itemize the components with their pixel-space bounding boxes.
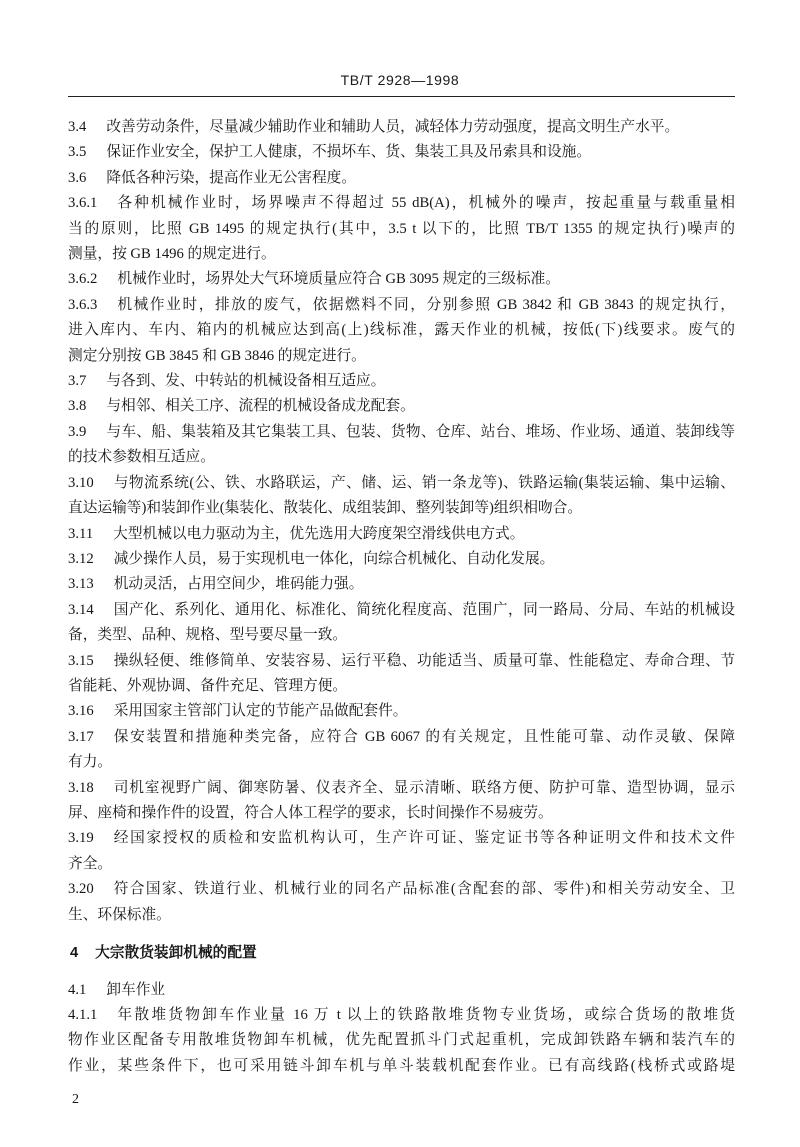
clause-3-12 [68, 547, 735, 572]
clause-3-7 [68, 369, 735, 394]
clause-text: 经国家授权的质检和安监机构认可，生产许可证、鉴定证书等各种证明文件和技术文件 [113, 830, 735, 847]
clause-3-20 [68, 877, 735, 928]
clause-number: 3.6.1 [68, 195, 98, 212]
clause-text-line: 物作业区配备专用散堆货物卸车机械，优先配置抓斗门式起重机，完成卸铁路车辆和装汽车的 [68, 1032, 735, 1049]
clause-3-16 [68, 699, 735, 724]
clause-text: 与车、船、集装箱及其它集装工具、包装、货物、仓库、站台、堆场、作业场、通道、装卸线等 [106, 423, 735, 440]
clause-text: 与相邻、相关工序、流程的机械设备成龙配套。 [106, 398, 415, 415]
page-body [68, 115, 735, 1079]
clause-first-line [68, 191, 735, 216]
clause-number: 3.6 [68, 169, 87, 186]
clause-text: 减少操作人员，易于实现机电一体化，向综合机械化、自动化发展。 [113, 550, 555, 567]
clause-first-line [68, 826, 735, 851]
clause-3-17 [68, 725, 735, 776]
clause-text-line: 齐全。 [68, 855, 113, 872]
clause-first-line [68, 140, 735, 165]
clause-3-6-3 [68, 293, 735, 369]
clause-text: 与物流系统(公、铁、水路联运，产、储、运、销一条龙等)、铁路运输(集装运输、集中运输、 [113, 474, 735, 491]
clause-text-line: 测定分别按 GB 3845 和 GB 3846 的规定进行。 [68, 347, 366, 364]
clause-number: 3.16 [68, 703, 94, 720]
clause-first-line [68, 1003, 735, 1028]
clause-first-line [68, 572, 735, 597]
clause-3-19 [68, 826, 735, 877]
clause-text: 卸车作业 [106, 981, 166, 998]
clause-text: 操纵轻便、维修简单、安装容易、运行平稳、功能适当、质量可靠、性能稳定、寿命合理、节 [113, 652, 735, 669]
clause-first-line [68, 725, 735, 750]
clause-text-line: 直达运输等)和装卸作业(集装化、散装化、成组装卸、整列装卸等)组织相吻合。 [68, 500, 583, 517]
clause-text-line: 当的原则，比照 GB 1495 的规定执行(其中，3.5 t 以下的，比照 TB/T 1355 的规定执行)噪声的 [68, 220, 735, 237]
clause-text: 降低各种污染，提高作业无公害程度。 [106, 169, 357, 186]
clause-number: 3.6.2 [68, 271, 98, 288]
clause-text: 大型机械以电力驱动为主，优先选用大跨度架空滑线供电方式。 [113, 525, 525, 542]
clause-first-line [68, 598, 735, 623]
clause-3-5 [68, 140, 735, 165]
clause-first-line [68, 776, 735, 801]
clause-number: 4.1.1 [68, 1006, 98, 1023]
clause-first-line [68, 547, 735, 572]
section-4-number: 4 [70, 944, 79, 961]
clause-first-line [68, 471, 735, 496]
clause-3-18 [68, 776, 735, 827]
clause-3-11 [68, 522, 735, 547]
clause-first-line [68, 293, 735, 318]
clause-text-line: 测量，按 GB 1496 的规定进行。 [68, 246, 276, 263]
clause-text: 改善劳动条件，尽量减少辅助作业和辅助人员，减轻体力劳动强度，提高文明生产水平。 [106, 119, 680, 135]
clause-number: 3.19 [68, 830, 94, 847]
clause-number: 4.1 [68, 981, 87, 998]
clause-3-4 [68, 115, 735, 140]
clause-text: 与各到、发、中转站的机械设备相互适应。 [106, 373, 386, 390]
clause-text: 符合国家、铁道行业、机械行业的同名产品标准(含配套的部、零件)和相关劳动安全、卫 [113, 881, 735, 898]
clause-3-6-1 [68, 191, 735, 267]
clause-text: 年散堆货物卸车作业量 16 万 t 以上的铁路散堆货物专业货场，或综合货场的散堆货 [117, 1006, 735, 1023]
clause-first-line [68, 166, 735, 191]
clause-first-line [68, 522, 735, 547]
standard-code-header: TB/T 2928—1998 [340, 72, 460, 88]
clause-number: 3.18 [68, 779, 94, 796]
section-4-clauses [68, 978, 735, 1080]
clause-first-line [68, 394, 735, 419]
clause-number: 3.20 [68, 881, 94, 898]
clause-text-line: 生、环保标准。 [68, 906, 171, 923]
clause-3-8 [68, 394, 735, 419]
clause-3-9 [68, 420, 735, 471]
clause-number: 3.10 [68, 474, 94, 491]
clause-number: 3.12 [68, 550, 94, 567]
clause-number: 3.17 [68, 728, 94, 745]
clause-text-line: 的技术参数相互适应。 [68, 449, 215, 466]
clause-3-6 [68, 166, 735, 191]
clause-3-15 [68, 649, 735, 700]
clause-number: 3.7 [68, 373, 87, 390]
clause-number: 3.15 [68, 652, 94, 669]
clause-number: 3.13 [68, 576, 94, 593]
clause-first-line [68, 115, 735, 140]
clause-text: 采用国家主管部门认定的节能产品做配套件。 [113, 703, 408, 720]
clause-number: 3.8 [68, 398, 87, 415]
section-3-clauses [68, 115, 735, 928]
clause-number: 3.14 [68, 601, 94, 618]
clause-text: 保安装置和措施种类完备，应符合 GB 6067 的有关规定，且性能可靠、动作灵敏、保障 [113, 728, 735, 745]
clause-text: 机械作业时，排放的废气，依据燃料不同，分别参照 GB 3842 和 GB 3843 的规定执行， [117, 296, 735, 313]
clause-number: 3.5 [68, 144, 87, 161]
clause-number: 3.4 [68, 119, 87, 135]
clause-3-13 [68, 572, 735, 597]
clause-text-line: 有力。 [68, 754, 113, 771]
clause-4-1 [68, 978, 735, 1003]
clause-text-line: 进入库内、车内、箱内的机械应达到高(上)线标准，露天作业的机械，按低(下)线要求。废气的 [68, 322, 735, 339]
clause-text-line: 屏、座椅和操作件的设置，符合人体工程学的要求，长时间操作不易疲劳。 [68, 804, 553, 821]
clause-text: 司机室视野广阔、御寒防暑、仪表齐全、显示清晰、联络方便、防护可靠、造型协调，显示 [113, 779, 735, 796]
header-rule [68, 96, 735, 97]
clause-first-line [68, 877, 735, 902]
clause-text-line: 备，类型、品种、规格、型号要尽量一致。 [68, 627, 348, 644]
section-4-heading [68, 941, 735, 966]
clause-text: 国产化、系列化、通用化、标准化、简统化程度高、范围广，同一路局、分局、车站的机械设 [113, 601, 735, 618]
clause-4-1-1 [68, 1003, 735, 1079]
clause-text: 各种机械作业时，场界噪声不得超过 55 dB(A)，机械外的噪声，按起重量与载重量相 [117, 195, 735, 212]
clause-first-line [68, 420, 735, 445]
clause-text: 保证作业安全，保护工人健康，不损坏车、货、集装工具及吊索具和设施。 [106, 144, 592, 161]
clause-first-line [68, 649, 735, 674]
clause-3-6-2 [68, 267, 735, 292]
clause-first-line [68, 699, 735, 724]
page-number: 2 [72, 1092, 79, 1107]
clause-3-10 [68, 471, 735, 522]
clause-first-line [68, 978, 735, 1003]
clause-text: 机械作业时，场界处大气环境质量应符合 GB 3095 规定的三级标准。 [117, 271, 561, 288]
clause-text: 机动灵活，占用空间少，堆码能力强。 [113, 576, 364, 593]
clause-number: 3.6.3 [68, 296, 98, 313]
clause-number: 3.11 [68, 525, 94, 542]
clause-text-line: 作业，某些条件下，也可采用链斗卸车机与单斗装载机配套作业。已有高线路(栈桥式或路堤 [68, 1057, 735, 1074]
clause-number: 3.9 [68, 423, 87, 440]
clause-first-line [68, 267, 735, 292]
clause-first-line [68, 369, 735, 394]
clause-text-line: 省能耗、外观协调、备件充足、管理方便。 [68, 677, 348, 694]
section-4-title: 大宗散货装卸机械的配置 [95, 944, 257, 961]
clause-3-14 [68, 598, 735, 649]
